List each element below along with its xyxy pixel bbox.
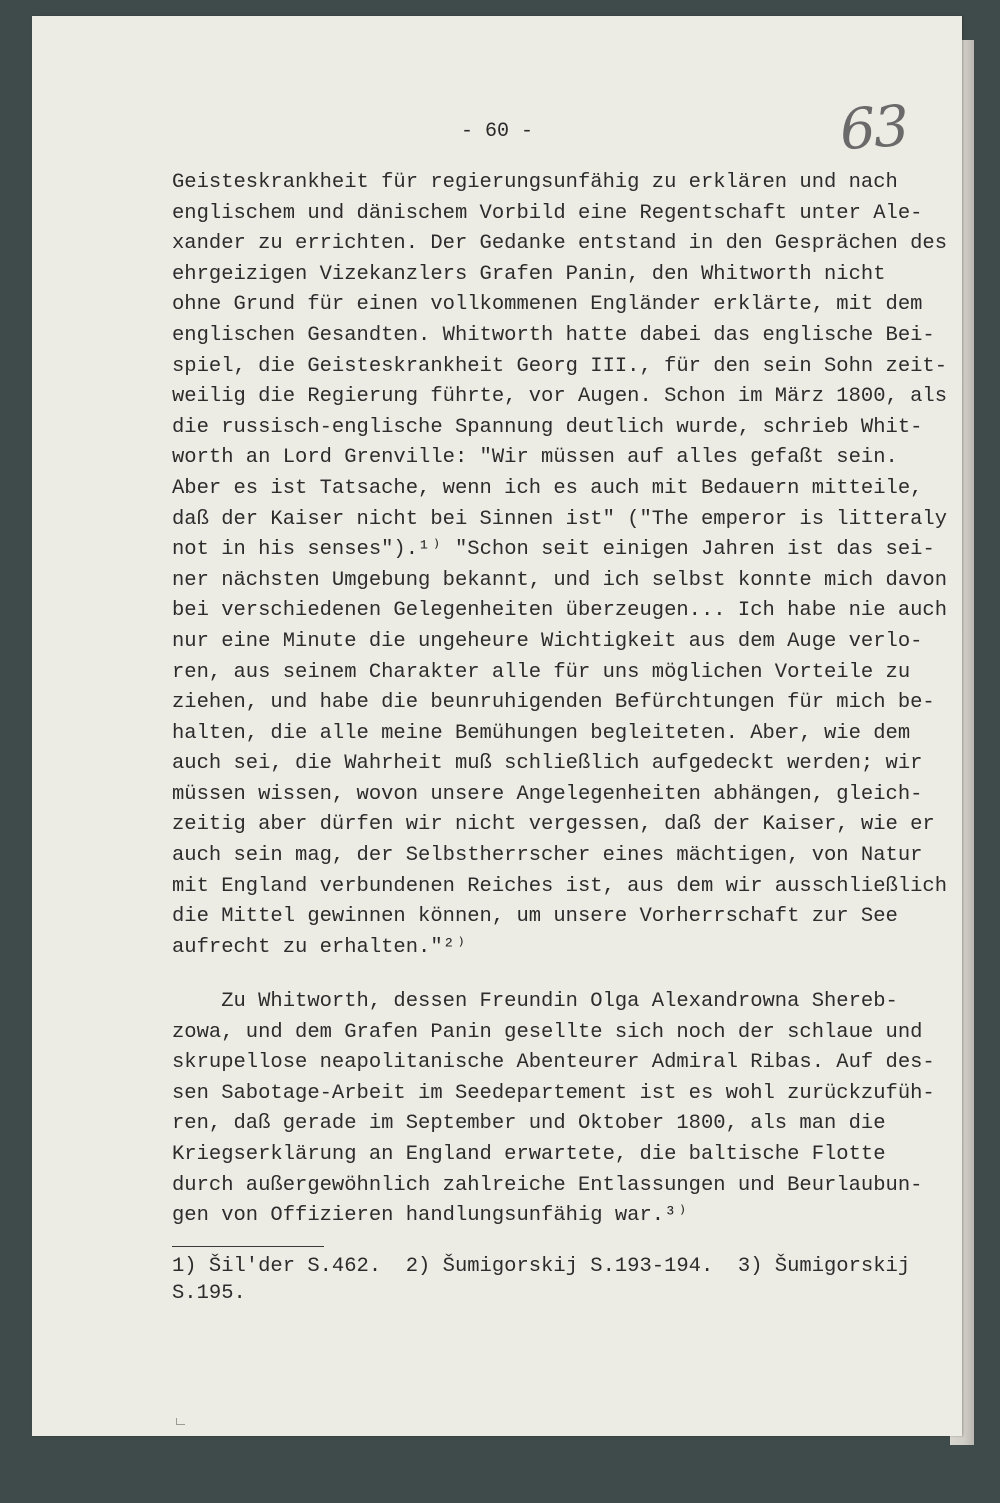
corner-mark bbox=[176, 1418, 185, 1425]
document-page bbox=[32, 16, 962, 1436]
footnote-divider bbox=[172, 1246, 324, 1247]
handwritten-folio-number: 63 bbox=[837, 93, 910, 164]
page-number: - 60 - bbox=[460, 120, 533, 143]
body-paragraph-2: Zu Whitworth, dessen Freundin Olga Alexandrowna Shereb- zowa, und dem Grafen Panin gesellte sich noch der schlaue und skrupellose neapolitanische Abenteurer Admiral Ribas. Auf des- sen Sabotage-Arbeit im Seedepartement ist es wohl zurückzufüh- ren, daß gerade im September und Oktober 1800, als man die Kriegserklärung an England erwartete, die baltische Flotte durch außergewöhnlich zahlreiche Entlassungen und Beurlaubun- gen von Offizieren handlungsunfähig war.³⁾ bbox=[172, 990, 935, 1228]
body-paragraph-1: Geisteskrankheit für regierungsunfähig zu erklären und nach englischem und dänischem Vorbild eine Regentschaft unter Ale- xander zu errichten. Der Gedanke entstand in den Gesprächen des ehrgeizigen Vizekanzlers Grafen Panin, den Whitworth nicht ohne Grund für einen vollkommenen Engländer erklärte, mit dem englischen Gesandten. Whitworth hatte dabei das englische Bei- spiel, die Geisteskrankheit Georg III., für den sein Sohn zeit- weilig die Regierung führte, vor Augen. Schon im März 1800, als die russisch-englische Spannung deutlich wurde, schrieb Whit- worth an Lord Grenville: "Wir müssen auf alles gefaßt sein. Aber es ist Tatsache, wenn ich es auch mit Bedauern mitteile, daß der Kaiser nicht bei Sinnen ist" ("The emperor is litteraly not in his senses").¹⁾ "Schon seit einigen Jahren ist das sei- ner nächsten Umgebung bekannt, und ich selbst konnte mich davon bei verschiedenen Gelegenheiten überzeugen... Ich habe nie auch nur eine Minute die ungeheure Wichtigkeit aus dem Auge verlo- ren, aus seinem Charakter alle für uns möglichen Vorteile zu ziehen, und habe die beunruhigenden Befürchtungen für mich be- halten, die alle meine Bemühungen begleiteten. Aber, wie dem auch sei, die Wahrheit muß schließlich aufgedeckt werden; wir müssen wissen, wovon unsere Angelegenheiten abhängen, gleich- zeitig aber dürfen wir nicht vergessen, daß der Kaiser, wie er auch sein mag, der Selbstherrscher eines mächtigen, von Natur mit England verbundenen Reiches ist, aus dem wir ausschließlich die Mittel gewinnen können, um unsere Vorherrschaft zur See aufrecht zu erhalten."²⁾ bbox=[172, 171, 948, 959]
footnotes: 1) Šil'der S.462. 2) Šumigorskij S.193-194. 3) Šumigorskij S.195. bbox=[172, 1255, 911, 1305]
